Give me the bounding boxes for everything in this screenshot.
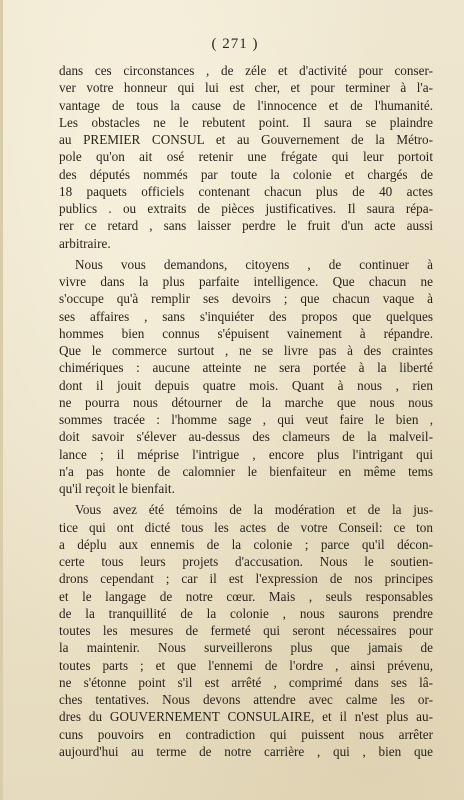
text-line: vantage de tous la cause de l'innocence et de l'humanité. xyxy=(59,97,433,113)
text-line: toutes les mesures de fermeté qui seront nécessaires pour xyxy=(59,623,433,638)
text-line: ses affaires , sans s'inquiéter des propos que quelques xyxy=(59,308,433,324)
paragraph-3 xyxy=(59,501,433,760)
text-line: publics . ou extraits de pièces justificatives. Il saura répa- xyxy=(59,201,433,216)
text-line: dres du GOUVERNEMENT CONSULAIRE, et il n'est plus au- xyxy=(59,709,433,725)
text-line: ne pourra nous détourner de la marche que nous nous xyxy=(59,394,433,410)
text-line: lance ; il méprise l'intrigue , encore plus l'intrigant qui xyxy=(59,446,433,462)
paragraph-1 xyxy=(59,62,433,252)
text-line: pole qu'on ait osé retenir une frégate qui leur portoit xyxy=(59,149,433,165)
text-line: doit savoir s'élever au-dessus des clameurs de la malveil- xyxy=(59,429,433,445)
text-line: ver votre honneur qui lui est cher, et pour terminer à l'a- xyxy=(59,80,433,96)
text-line: la maintenir. Nous surveillerons plus que jamais de xyxy=(59,640,433,656)
text-line: s'occupe qu'à remplir ses devoirs ; que chacun vaque à xyxy=(59,291,433,307)
text-line: ne s'étonne point s'il est arrêté , comprimé dans ses lâ- xyxy=(59,674,433,690)
text-line: des députés nommés par toute la colonie et chargés de xyxy=(59,166,433,182)
text-line: chimériques : aucune atteinte ne sera portée à la liberté xyxy=(59,360,433,376)
body-text xyxy=(59,62,433,760)
text-line: n'a pas honte de calomnier le bienfaiteur en même tems xyxy=(59,463,433,479)
text-line: au PREMIER CONSUL et au Gouvernement de la Métro- xyxy=(59,132,433,147)
paragraph-2 xyxy=(59,256,433,498)
text-line: Que le commerce surtout , ne se livre pas à des craintes xyxy=(59,343,433,358)
text-line: dont il jouit depuis quatre mois. Quant à nous , rien xyxy=(59,377,433,393)
page-number: ( 271 ) xyxy=(211,36,259,52)
text-line: qu'il reçoit le bienfait. xyxy=(59,481,175,496)
text-line: vivre dans la plus parfaite intelligence. Que chacun ne xyxy=(59,274,433,289)
text-line: arbitraire. xyxy=(59,235,111,251)
text-line: a déplu aux ennemis de la colonie ; parce qu'il décon- xyxy=(59,536,433,552)
text-line: Nous vous demandons, citoyens , de continuer à xyxy=(75,256,433,272)
text-line: et le langage de notre cœur. Mais , seuls responsables xyxy=(59,588,433,604)
text-line: sommes tracée : l'homme sage , qui veut faire le bien , xyxy=(59,412,433,427)
text-line: 18 paquets officiels contenant chacun plus de 40 actes xyxy=(59,183,433,199)
text-line: dans ces circonstances , de zéle et d'activité pour conser- xyxy=(59,63,433,78)
text-line: aujourd'hui au terme de notre carrière , qui , bien que xyxy=(59,743,433,759)
text-line: ches tentatives. Nous devons attendre avec calme les or- xyxy=(59,692,433,707)
text-line: rer ce retard , sans laisser perdre le fruit d'un acte aussi xyxy=(59,218,433,234)
text-line: Vous avez été témoins de la modération et de la jus- xyxy=(75,502,433,518)
text-line: certe tous leurs projets d'accusation. Nous le soutien- xyxy=(59,554,433,569)
text-line: hommes bien connus s'épuisent vainement à répandre. xyxy=(59,325,433,341)
text-line: drons cependant ; car il est l'expression de nos principes xyxy=(59,571,433,587)
text-line: Les obstacles ne le rebutent point. Il saura se plaindre xyxy=(59,114,433,130)
text-line: tice qui ont dicté tous les actes de votre Conseil: ce ton xyxy=(59,519,433,535)
text-line: toutes parts ; et que l'ennemi de l'ordre , ainsi prévenu, xyxy=(59,657,433,673)
text-line: cuns pouvoirs en contradiction qui puissent nous arrêter xyxy=(59,726,433,742)
text-line: de la tranquillité de la colonie , nous saurons prendre xyxy=(59,605,433,621)
